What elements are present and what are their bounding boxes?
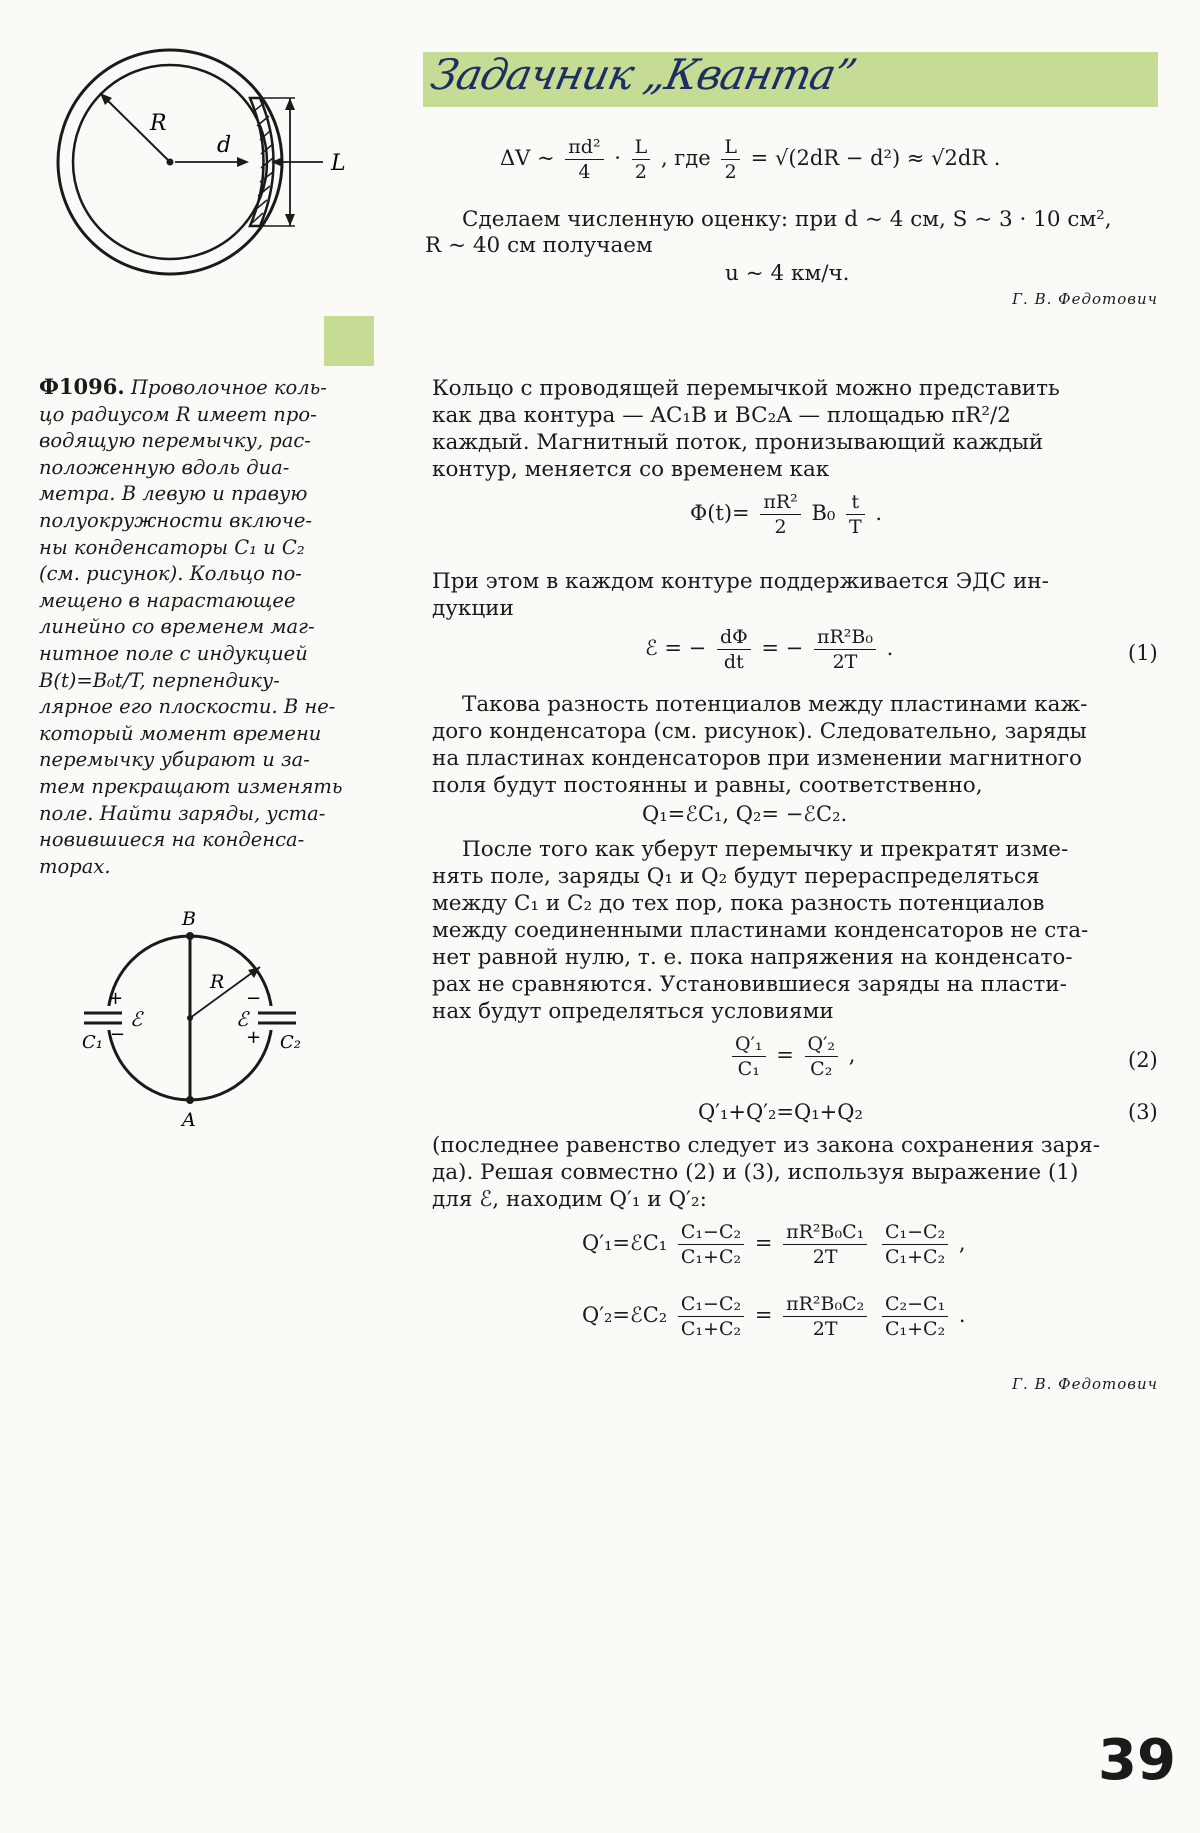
problem-line-13: который момент времени: [39, 721, 322, 745]
problem-line-16: поле. Найти заряды, уста-: [39, 801, 326, 825]
node-b: [186, 932, 194, 940]
para1-line-3: контур, меняется со временем как: [432, 457, 830, 482]
eq-phi: [690, 490, 882, 539]
eq1-frac1: [717, 625, 751, 674]
eq-1: [645, 625, 893, 674]
eq4-num3: C₁−C₂: [882, 1220, 948, 1245]
d-left-arrow: [237, 157, 249, 167]
l-bottom-arrow: [285, 214, 295, 226]
eq-4: [582, 1220, 966, 1269]
eq-phi-num: πR²: [760, 490, 800, 515]
frac3-den: 2: [724, 161, 737, 183]
problem-line-14: перемычку убирают и за-: [39, 748, 310, 772]
eq-phi-den2: T: [848, 516, 862, 538]
ring-segment-figure: [55, 40, 395, 320]
page-number: 39: [1098, 1728, 1176, 1793]
eq4-frac2: [783, 1220, 867, 1269]
eq5-den3: C₁+C₂: [884, 1318, 946, 1340]
para4-line-2: между C₁ и C₂ до тех пор, пока разность потенциалов: [432, 891, 1045, 916]
eq-phi-num2: t: [846, 490, 865, 515]
frac-l-2-b: [721, 135, 740, 184]
problem-statement: [39, 374, 379, 880]
eq5-end: .: [958, 1303, 966, 1327]
para4-line-4: нет равной нулю, т. е. пока напряжения на конденсато-: [432, 945, 1073, 970]
label-d: d: [217, 133, 232, 158]
problem-line-7: (см. рисунок). Кольцо по-: [39, 562, 302, 586]
para2-line-1: дукции: [432, 596, 514, 621]
eq2-number: (2): [1128, 1048, 1158, 1072]
c1-plus: +: [108, 988, 124, 1009]
eq2-frac1: [732, 1032, 766, 1081]
para5-line-1: да). Решая совместно (2) и (3), используя выражение (1): [432, 1160, 1079, 1185]
para5-line-0: (последнее равенство следует из закона сохранения заря-: [432, 1133, 1100, 1158]
l-top-arrow: [285, 98, 295, 110]
eq2-end: ,: [848, 1043, 856, 1067]
eq2-num1: Q′₁: [732, 1032, 766, 1057]
para1-line-1: как два контура — AC₁B и BC₂A — площадью πR²/2: [432, 403, 1011, 428]
problem-line-3: положенную вдоль диа-: [39, 455, 290, 479]
eq-phi-den: 2: [774, 516, 787, 538]
eq4-num1: C₁−C₂: [678, 1220, 744, 1245]
circuit-figure: [70, 900, 330, 1140]
label-b: B: [182, 908, 196, 930]
label-l: L: [331, 151, 346, 176]
eq2-den1: C₁: [737, 1058, 760, 1080]
eq5-den1: C₁+C₂: [680, 1318, 742, 1340]
node-a: [186, 1096, 194, 1104]
header-title: Задачник „Кванта”: [426, 50, 861, 99]
green-square-marker: [324, 316, 374, 366]
frac-pid2-4: [565, 135, 603, 184]
estimate-result: u ~ 4 км/ч.: [725, 261, 850, 286]
segment-region: [250, 98, 274, 226]
c2-minus: −: [246, 988, 262, 1009]
eq2-den2: C₂: [810, 1058, 833, 1080]
eq4-den2: 2T: [812, 1246, 838, 1268]
label-c2: C₂: [280, 1032, 301, 1053]
eq4-num2: πR²B₀C₁: [783, 1220, 867, 1245]
eq5-num1: C₁−C₂: [678, 1292, 744, 1317]
eq4-frac3: [882, 1220, 948, 1269]
problem-line-2: водящую перемычку, рас-: [39, 429, 311, 453]
eq5-frac2: [783, 1292, 867, 1341]
problem-line-10: нитное поле с индукцией: [39, 641, 308, 665]
eq4-mid: =: [754, 1231, 773, 1255]
problem-line-0: [39, 374, 379, 402]
problem-line-17: новившиеся на конденса-: [39, 828, 305, 852]
eq-phi-mid: B₀: [811, 501, 836, 525]
estimate-line-1: Сделаем численную оценку: при d ~ 4 см, S ~ 3 · 10 см²,: [462, 207, 1112, 232]
eq1-mid: = −: [761, 636, 804, 660]
eq1-lhs: ℰ = −: [645, 636, 707, 660]
eq1-num1: dΦ: [717, 625, 751, 650]
problem-line-9: линейно со временем маг-: [39, 615, 315, 639]
eq2-frac2: [805, 1032, 839, 1081]
eq1-end: .: [886, 636, 894, 660]
eq4-den1: C₁+C₂: [680, 1246, 742, 1268]
para4-line-0: После того как уберут перемычку и прекратят изме-: [462, 837, 1069, 862]
eq-phi-end: .: [875, 501, 883, 525]
eq5-frac1: [678, 1292, 744, 1341]
eq1-num2: πR²B₀: [814, 625, 876, 650]
eq-q: Q₁=ℰC₁, Q₂= −ℰC₂.: [642, 802, 848, 826]
eq5-mid: =: [754, 1303, 773, 1327]
frac1-num: πd²: [565, 135, 603, 160]
frac2-den: 2: [634, 161, 647, 183]
para5-line-2: для ℰ, находим Q′₁ и Q′₂:: [432, 1187, 707, 1212]
problem-line-1: цо радиусом R имеет про-: [39, 402, 317, 426]
eq5-frac3: [882, 1292, 948, 1341]
label-c1: C₁: [82, 1032, 103, 1053]
problem-text-0: Проволочное коль-: [130, 376, 327, 399]
eq3-number: (3): [1128, 1100, 1158, 1124]
eq2-num2: Q′₂: [805, 1032, 839, 1057]
para3-line-3: поля будут постоянны и равны, соответственно,: [432, 773, 983, 798]
problem-line-15: тем прекращают изменять: [39, 774, 343, 798]
eq-2: [728, 1032, 855, 1081]
dot-operator: ·: [614, 146, 621, 170]
para4-line-5: рах не сравняются. Установившиеся заряды на пласти-: [432, 972, 1067, 997]
problem-line-4: метра. В левую и правую: [39, 482, 308, 506]
formula-dv-lhs: ΔV ~: [500, 146, 555, 170]
frac2-num: L: [632, 135, 651, 160]
eq-3: Q′₁+Q′₂=Q₁+Q₂: [698, 1100, 863, 1124]
eq5-lhs: Q′₂=ℰC₂: [582, 1303, 668, 1327]
estimate-line-2: R ~ 40 см получаем: [425, 233, 653, 258]
eq5-num2: πR²B₀C₂: [783, 1292, 867, 1317]
eq4-end: ,: [958, 1231, 966, 1255]
frac-l-2: [632, 135, 651, 184]
eq1-den1: dt: [723, 651, 744, 673]
frac1-den: 4: [578, 161, 591, 183]
problem-line-6: ны конденсаторы C₁ и C₂: [39, 535, 305, 559]
eq1-den2: 2T: [832, 651, 858, 673]
signature-bottom: Г. В. Федотович: [1012, 1375, 1158, 1393]
problem-line-18: торах.: [39, 854, 111, 878]
eq4-frac1: [678, 1220, 744, 1269]
eq-phi-frac2: [846, 490, 865, 539]
formula-rhs: = √(2dR − d²) ≈ √2dR .: [750, 146, 1001, 170]
emf-left: ℰ: [130, 1007, 143, 1031]
formula-dv: [500, 135, 1000, 184]
eq5-den2: 2T: [812, 1318, 838, 1340]
para1-line-0: Кольцо с проводящей перемычкой можно представить: [432, 376, 1060, 401]
eq-phi-lhs: Φ(t)=: [690, 501, 750, 525]
label-r: R: [210, 971, 225, 993]
para3-line-1: дого конденсатора (см. рисунок). Следовательно, заряды: [432, 719, 1087, 744]
problem-number: Ф1096.: [39, 374, 125, 399]
eq5-num3: C₂−C₁: [882, 1292, 948, 1317]
eq2-mid: =: [776, 1043, 794, 1067]
para4-line-6: нах будут определяться условиями: [432, 999, 834, 1024]
para3-line-2: на пластинах конденсаторов при изменении магнитного: [432, 746, 1082, 771]
eq1-frac2: [814, 625, 876, 674]
problem-line-12: лярное его плоскости. В не-: [39, 695, 336, 719]
para3-line-0: Такова разность потенциалов между пластинами каж-: [462, 692, 1088, 717]
emf-right: ℰ: [236, 1007, 249, 1031]
eq4-den3: C₁+C₂: [884, 1246, 946, 1268]
eq-phi-frac1: [760, 490, 800, 539]
label-a: A: [182, 1109, 196, 1131]
signature-top: Г. В. Федотович: [1012, 290, 1158, 308]
para4-line-3: между соединенными пластинами конденсаторов не ста-: [432, 918, 1089, 943]
c1-minus: −: [110, 1024, 126, 1045]
eq-5: [582, 1292, 966, 1341]
para4-line-1: нять поле, заряды Q₁ и Q₂ будут перераспределяться: [432, 864, 1040, 889]
frac3-num: L: [721, 135, 740, 160]
label-r: R: [150, 111, 167, 136]
eq4-lhs: Q′₁=ℰC₁: [582, 1231, 668, 1255]
para1-line-2: каждый. Магнитный поток, пронизывающий каждый: [432, 430, 1044, 455]
where-word: , где: [660, 146, 711, 170]
eq1-number: (1): [1128, 641, 1158, 665]
c2-plus: +: [246, 1027, 262, 1048]
problem-line-5: полуокружности включе-: [39, 508, 312, 532]
para2-line-0: При этом в каждом контуре поддерживается ЭДС ин-: [432, 569, 1049, 594]
problem-line-8: мещено в нарастающее: [39, 588, 296, 612]
problem-line-11: B(t)=B₀t/T, перпендику-: [39, 668, 280, 692]
